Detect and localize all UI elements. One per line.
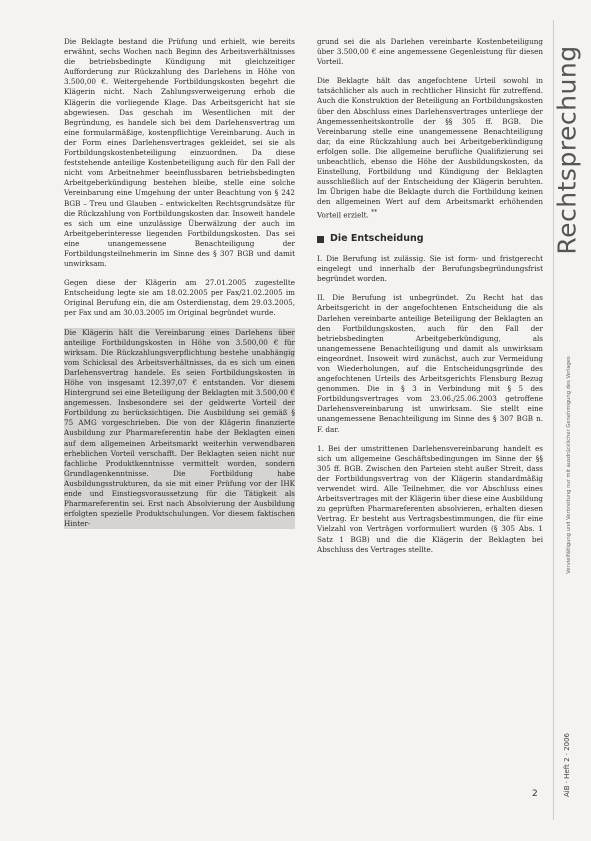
paragraph: Die Klägerin hält die Vereinbarung eines Darlehens über anteilige Fortbildungskosten in Höhe von 3.500,00 € für wirksam. Die Rückzahlungsverpflichtung bestehe unabhängig vom Schicksal des Arbeitsverhältnisses, da es sich um einen Darlehensvertrag handele. Es seien Fortbildungskosten in Höhe von insgesamt 12.397,07 € entstanden. Vor diesem Hintergrund sei eine Beteiligung der Beklagten mit 3.500,00 € angemessen. Insbesondere sei der geldwerte Vorteil der Fortbildung zu berücksichtigen. Die Ausbildung sei gemäß § 75 AMG vorgeschrieben. Die von der Klägerin finanzierte Ausbildung zur Pharmareferentin habe der Beklagten einen auf dem allgemeinen Arbeitsmarkt weiterhin verwendbaren erheblichen Vorteil verschafft. Der Beklagten seien nicht nur fachliche Produktkenntnisse vermittelt worden, sondern Grundlagenkenntnisse. Die Fortbildung habe Ausbildungsstrukturen, da sie mit einer Prüfung vor der IHK ende und Einstiegsvoraussetzung für die Tätigkeit als Pharmareferentin sei. Erst nach Absolvierung der Ausbildung erfolgten spezielle Produktschulungen. Vor diesem faktischen Hinter- [64,327,295,529]
paragraph: grund sei die als Darlehen vereinbarte Kostenbeteiligung über 3.500,00 € eine angemessene Gegenleistung für diesen Vorteil. [317,37,543,67]
footnote-marker: ** [371,208,378,216]
right-column [317,37,543,564]
sidebar-copyright-note [563,255,575,675]
sidebar-journal-footer [557,690,577,840]
section-heading [317,234,543,244]
paragraph [317,76,543,220]
sidebar-note-text: Vervielfältigung und Verbreitung nur mit ausdrücklicher Genehmigung des Verlages [566,356,572,574]
paragraph: II. Die Berufung ist unbegründet. Zu Recht hat das Arbeitsgericht in der angefochtenen Entscheidung die als Darlehen vereinbarte anteilige Beteiligung der Beklagten an den Fortbildungskosten, auch für den Fall der betriebsbedingten Arbeitgeberkündigung, als unangemessene Benachteiligung und damit als unwirksam eingeordnet. Insoweit wird zunächst, auch zur Vermeidung von Wiederholungen, auf die Entscheidungsgründe des angefochtenen Urteils des Arbeitsgerichts Flensburg Bezug genommen. Die in § 3 in Verbindung mit § 5 des Fortbildungsvertrages vom 23.06./25.06.2003 getroffene Darlehensvereinbarung ist unwirksam. Sie stellt eine unangemessene Benachteiligung im Sinne des § 307 BGB n. F. dar. [317,293,543,434]
section-heading-text: Die Entscheidung [330,232,424,244]
bullet-square-icon [317,236,324,243]
sidebar-title [548,45,586,255]
page-number: 2 [532,789,538,799]
sidebar-footer-text: AiB · Heft 2 · 2006 [563,732,571,798]
sidebar-title-text: Rechtsprechung [552,45,582,255]
paragraph-text: Die Beklagte hält das angefochtene Urteil sowohl in tatsächlicher als auch in rechtlicher Hinsicht für zutreffend. Auch die Konstruktion der Beteiligung an Fortbildungskosten über den Abschluss eines Darlehensvertrages unterliege der Angemessenheitskontrolle der §§ 305 ff. BGB. Die Vereinbarung stelle eine unangemessene Benachteiligung dar, da eine Rückzahlung auch bei Arbeitgeberkündigung erfolgen solle. Die allgemeine berufliche Qualifizierung sei unbeachtlich, ebenso die Höhe der Ausbildungskosten, da Einstellung, Fortbildung und Kündigung der Beklagten ausschließlich auf der Entscheidung der Klägerin beruhten. Im Übrigen habe die Beklagte durch die Fortbildung keinen den allgemeinen Wert auf dem Arbeitsmarkt erhöhenden Vorteil erzielt. [317,76,543,219]
paragraph: Gegen diese der Klägerin am 27.01.2005 zugestellte Entscheidung legte sie am 18.02.2005 per Fax/21.02.2005 im Original Berufung ein, die am Osterdienstag, dem 29.03.2005, per Fax und am 30.03.2005 im Original begründet wurde. [64,278,295,318]
left-column [64,37,295,538]
paragraph: I. Die Berufung ist zulässig. Sie ist form- und fristgerecht eingelegt und innerhalb der Berufungsbegründungsfrist begründet worden. [317,254,543,284]
paragraph: 1. Bei der umstrittenen Darlehensvereinbarung handelt es sich um allgemeine Geschäftsbedingungen im Sinne der §§ 305 ff. BGB. Zwischen den Parteien steht außer Streit, dass der Fortbildungsvertrag von der Klägerin standardmäßig verwendet wird. Alle Teilnehmer, die vor Abschluss eines Arbeitsvertrages mit der Klägerin über diese eine Ausbildung zu geprüften Pharmareferenten absolvieren, erhalten diesen Vertrag. Er besteht aus Vertragsbestimmungen, die für eine Vielzahl von Verträgen vorformuliert wurden (§ 305 Abs. 1 Satz 1 BGB) und die die Klägerin der Beklagten bei Abschluss des Vertrages stellte. [317,443,543,554]
paragraph: Die Beklagte bestand die Prüfung und erhielt, wie bereits erwähnt, sechs Wochen nach Beginn des Arbeitsverhältnisses die betriebsbedingte Kündigung mit gleichzeitiger Aufforderung zur Rückzahlung des Darlehens in Höhe von 3.500,00 €. Weitergehende Fortbildungskosten begehrt die Klägerin nicht. Nach Zahlungsverweigerung erhob die Klägerin die vorliegende Klage. Das Arbeitsgericht hat sie abgewiesen. Das geschah im Wesentlichen mit der Begründung, es handele sich bei dem Darlehensvertrag um eine formularmäßige, kostenpflichtige Vereinbarung. Auch in der Form eines Darlehensvertrages gekleidet, sei sie als Fortbildungskostenbeteiligung einzuordnen. Da diese feststehende anteilige Kostenbeteiligung auch für den Fall der nicht vom Arbeitnehmer beeinflussbaren betriebsbedingten Arbeitgeberkündigung bestehen bleibe, stelle eine solche Vereinbarung eine Umgehung der unter Beachtung von § 242 BGB – Treu und Glauben – entwickelten Rechtsgrundsätze für die Rückzahlung von Fortbildungskosten dar. Insoweit handele es sich um eine unzulässige Überwälzung der auch im Arbeitgeberinteresse liegenden Fortbildungskosten. Das sei eine unangemessene Benachteiligung der Fortbildungsteilnehmerin im Sinne des § 307 BGB und damit unwirksam. [64,37,295,269]
